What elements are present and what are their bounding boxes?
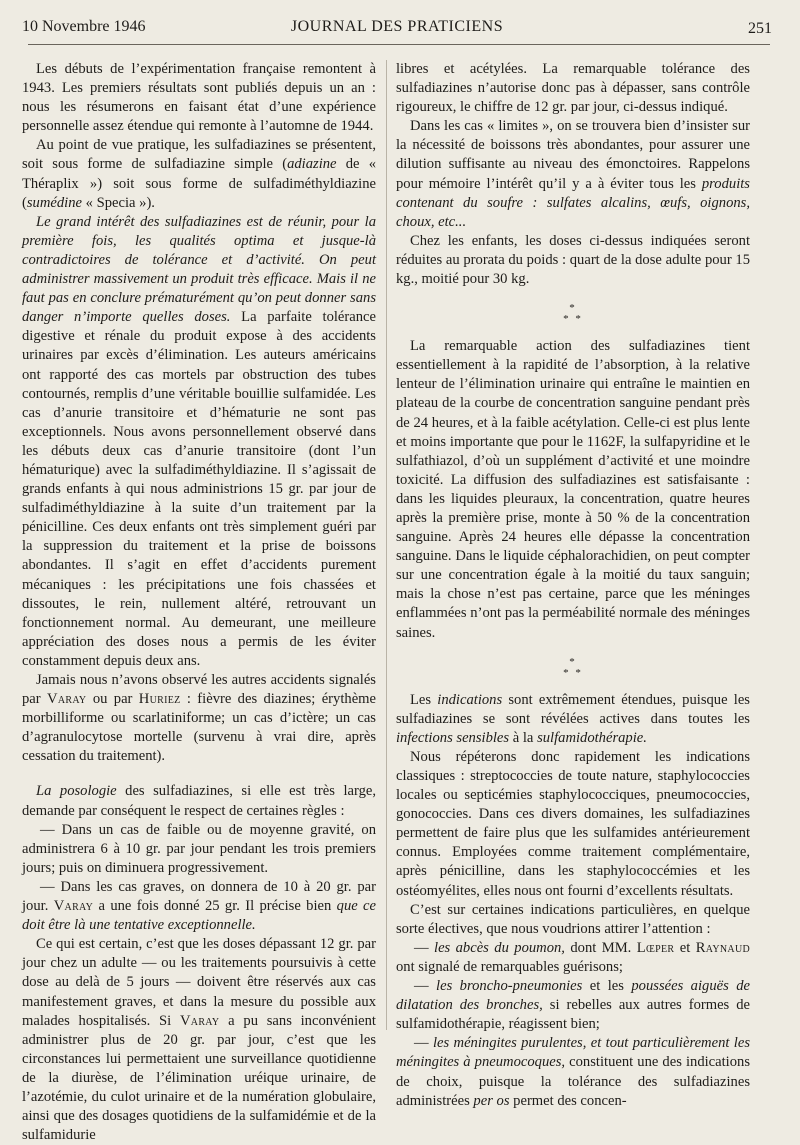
paragraph: [22, 671, 376, 766]
emphasis-text: La posologie: [36, 783, 117, 800]
product-name: sumédine: [26, 194, 82, 211]
text-run: permet des concen-: [509, 1092, 627, 1109]
author-name: Varay: [53, 898, 94, 915]
list-item: [396, 939, 750, 977]
emphasis-text: indications: [437, 691, 503, 708]
text-run: —: [414, 1035, 433, 1052]
author-name: Raynaud: [695, 939, 750, 956]
emphasis-text: produits contenant du soufre : sulfates alcalins, œufs, oignons, choux, etc...: [396, 175, 750, 230]
paragraph: libres et acétylées. La remarquable tolérance des sulfadiazines n’autorise donc pas à dépasser, sans contrôle rigoureux, le chiffre de 12 gr. par jour, ci-dessus indiqué.: [396, 61, 750, 116]
text-run: de « Théraplix ») soit sous forme de sulfadiméthyldiazine (: [22, 156, 376, 211]
emphasis-text: les broncho-pneumonies: [436, 978, 583, 995]
text-run: Jamais nous n’avons observé les autres accidents signalés par: [22, 672, 376, 708]
text-run: à la: [509, 729, 538, 746]
text-run: ou par: [86, 691, 139, 708]
emphasis-text: les méningites purulentes, et tout particulièrement les méningites à pneumocoques,: [396, 1035, 751, 1071]
paragraph: Les débuts de l’expérimentation française remontent à 1943. Les premiers résultats sont publiés depuis un an : nous les résumerons en faisant état d’une expérience personnelle assez étendue qui remonte à l’automne de 1944.: [22, 61, 376, 135]
text-run: Les: [410, 691, 438, 708]
list-item: [22, 878, 376, 935]
emphasis-text: poussées aiguës de dilatation des bronches,: [396, 978, 750, 1014]
asterism-bottom: * *: [563, 666, 583, 679]
text-run: a pu sans inconvénient administrer plus de 20 gr. par jour, c’est que les circonstances lui permettaient une surveillance quotidienne de la diurèse, de l’élimination uréique urinaire, de l’azotémie, du culot urinaire et de la numération globulaire, ainsi que des dosages quotidiens de la sulfamidémie et de la sulfamidurie: [22, 1012, 376, 1144]
list-item: — Dans un cas de faible ou de moyenne gravité, on administrera 6 à 10 gr. par jour pendant les trois premiers jours; puis on diminuera progressivement.: [22, 821, 376, 876]
text-run: La parfaite tolérance digestive et rénale du produit expose à des accidents urinaires par excès d’élimination. Les auteurs américains ont rapporté des cas mortels par obstruction des tubes contournés, remplis d’une véritable bouillie sulfamidée. Les cas d’anurie transitoire et d’hématurie ne sont pas exceptionnels. Nous avons personnellement observé dans les débuts deux cas d’anurie transitoire (dont l’un hématurique) avec la sulfadiméthyldiazine. Il s’agissait de grands enfants à qui nous administrions 15 gr. par jour de sulfadiméthyldiazine à la suite d’un traitement par la pénicilline. Ces deux enfants ont très simplement guéri par la suppression du traitement et la prise de boissons abondantes. Il s’agit en effet d’accidents purement mécaniques : les précipitations une fois chassées et dissoutes, le rein, nullement altéré, retrouvant un fonctionnement normal. Au demeurant, une meilleure appréciation des doses nous a permis de les éviter constamment depuis deux ans.: [22, 309, 377, 669]
author-name: Varay: [179, 1012, 220, 1029]
text-run: Dans les cas « limites », on se trouvera bien d’insister sur la nécessité de boissons très abondantes, pour assurer une dilution suffisante au niveau des émonctoires. Rappelons pour mémoire l’intérêt qu’il y a à éviter tous les: [396, 118, 750, 192]
text-run: « Specia »).: [82, 194, 155, 211]
emphasis-text: que ce doit être là une tentative exceptionnelle.: [22, 898, 377, 934]
author-name: Varay: [47, 691, 87, 708]
section-separator: [396, 303, 750, 325]
text-run: —: [414, 978, 437, 995]
text-run: dont MM.: [564, 939, 637, 956]
asterism-top: *: [569, 655, 577, 668]
running-header: [22, 14, 772, 44]
author-name: Huriez: [138, 691, 181, 708]
paragraph: [22, 136, 376, 212]
text-run: Ce qui est certain, c’est que les doses dépassant 12 gr. par jour chez un adulte — ou les traitements poursuivis à cette dose au delà de 5 jours — doivent être réservés aux cas manifestement graves, et dans la mesure du possible aux malades hospitalisés. Si: [22, 936, 376, 1029]
text-run: si rebelles aux autres formes de sulfamidothérapie, réagissent bien;: [396, 997, 750, 1033]
text-run: et: [674, 939, 696, 956]
paragraph: Nous répéterons donc rapidement les indications classiques : streptococcies de toute nature, staphylococcies locales ou septicémies staphylococciques, pneumococcies, gonococcies. Dans ces divers domaines, les sulfadiazines permettent de faire plus que les sulfamides antérieurement connus. Employées comme traitement complémentaire, après pénicilline, dans les staphylococcémies et les ostéomyélites, elles nous ont fourni d’excellents résultats.: [396, 748, 750, 899]
left-column: [22, 60, 376, 1145]
text-run: — Dans les cas graves, on donnera de 10 à 20 gr. par jour.: [22, 878, 376, 915]
asterism-top: *: [569, 302, 577, 315]
asterism-bottom: * *: [563, 313, 583, 326]
product-name: adiazine: [287, 156, 337, 173]
right-column: [396, 60, 750, 1111]
emphasis-text: per os: [473, 1092, 510, 1109]
text-run: et les: [582, 978, 632, 995]
text-run: : fièvre des diazines; érythème morbilliforme ou scarlatiniforme; un cas d’ictère; un cas d’agranulocytose mortelle (survenu à vrai dire, après cessation du traitement).: [22, 691, 376, 765]
paragraph: C’est sur certaines indications particulières, en quelque sorte électives, que nous voudrions attirer l’attention :: [396, 901, 750, 937]
text-run: constituent une des indications de choix, puisque la tolérance des sulfadiazines administrées: [396, 1054, 751, 1109]
text-run: sont extrêmement étendues, puisque les sulfadiazines se sont révélées actives dans toutes les: [396, 691, 750, 727]
paragraph: [22, 935, 376, 1145]
emphasis-text: Le grand intérêt des sulfadiazines est de réunir, pour la première fois, les qualités optima et jusque-là contradictoires de tolérance et d’activité. On peut administrer massivement un produit très efficace. Mais il ne faut pas en conclure prématurément qu’on peut donner sans danger n’importe quelles doses.: [22, 213, 376, 326]
header-rule: [28, 44, 770, 45]
list-item: [396, 977, 750, 1034]
paragraph: [396, 117, 750, 232]
text-run: ont signalé de remarquables guérisons;: [396, 958, 623, 975]
emphasis-text: les abcès du poumon,: [434, 939, 565, 956]
emphasis-text: infections sensibles: [396, 729, 510, 746]
column-separator: [386, 60, 387, 1030]
author-name: Lœper: [636, 939, 675, 956]
paragraph: [22, 213, 376, 671]
journal-title: JOURNAL DES PRATICIENS: [290, 18, 504, 35]
header-date: 10 Novembre 1946: [22, 18, 146, 35]
text-run: Au point de vue pratique, les sulfadiazines se présentent, soit sous forme de sulfadiazine simple (: [22, 137, 376, 173]
paragraph: [22, 782, 376, 820]
text-run: des sulfadiazines, si elle est très large, demande par conséquent le respect de certaines règles :: [22, 783, 376, 819]
paragraph: Chez les enfants, les doses ci-dessus indiquées seront réduites au prorata du poids : quart de la dose adulte pour 15 kg., moitié pour 30 kg.: [396, 232, 750, 288]
page-number: 251: [748, 20, 772, 37]
text-run: —: [414, 939, 435, 956]
paragraph: La remarquable action des sulfadiazines tient essentiellement à la rapidité de l’absorption, à la relative lenteur de l’élimination urinaire qui entraîne le maintien en plateau de la courbe de concentration sanguine pendant près de 24 heures, et à la faible acétylation. Celle-ci est plus lente et moins importante que pour le 1162F, la sulfapyridine et le sulfathiazol, d’où un supplément d’activité et une moindre toxicité. La diffusion des sulfadiazines est satisfaisante : dans les liquides pleuraux, la concentration, quatre heures après la première prise, monte à 50 % de la concentration sanguine. Après 24 heures elle dépasse la concentration sanguine. Dans le liquide céphalorachidien, on peut compter sur une concentration égale à la moitié du taux sanguin; mais la chose n’est pas certaine, parce que les méninges enflammées n’ont pas la perméabilité normale des méninges saines.: [396, 338, 750, 641]
emphasis-text: sulfamidothérapie.: [537, 729, 647, 746]
text-run: a une fois donné 25 gr. Il précise bien: [93, 898, 337, 915]
paragraph: [396, 691, 750, 748]
section-separator: [396, 657, 750, 679]
